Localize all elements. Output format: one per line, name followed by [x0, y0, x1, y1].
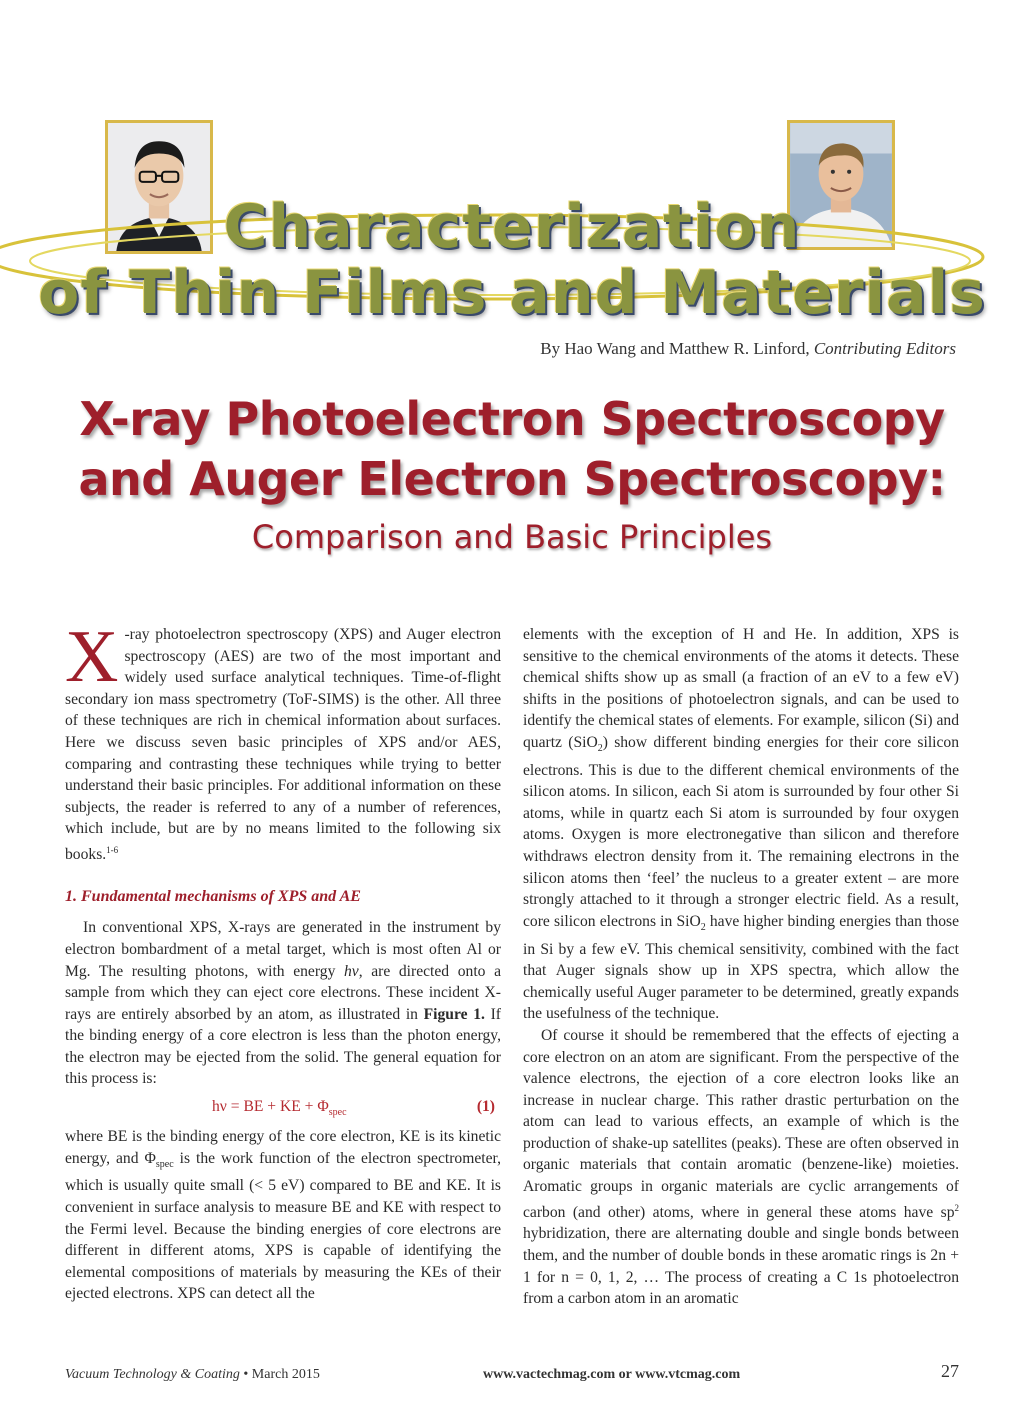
paragraph-text: ) show different binding energies for their core silicon electrons. This is due to the different chemical environments of the silicon atoms. In silicon, each Si atom is surrounded by four other Si atoms, while in quartz each Si atom is surrounded by four oxygen atoms. Oxygen is more electronegative than silicon and therefore withdraws electron density from it. The remaining electrons in the silicon atoms then ‘feel’ the nucleus to a greater extent – are more strongly attached to it through a stronger electric field. As a result, core silicon electrons in SiO	[523, 733, 959, 930]
paragraph-text: elements with the exception of H and He. In addition, XPS is sensitive to the chemical environments of the atoms it detects. These chemical shifts show up as small (a fraction of an eV to a few eV) shifts in the positions of photoelectron signals, and can be used to identify the chemical states of elements. For example, silicon (Si) and quartz (SiO	[523, 626, 959, 751]
paragraph-text: , are directed onto a sample from which they can eject core electrons. These incident X-rays are entirely absorbed by an atom, as illustrated in	[65, 962, 501, 1023]
page-footer	[65, 1361, 959, 1389]
equation-expression: hν = BE + KE + $\Phi_{spec}$	[212, 1098, 347, 1119]
paragraph-text: hybridization, there are alternating double and single bonds between them, and the number of double bonds in these aromatic rings is 2n + 1 for n = 0, 1, 2, … The process of creating a C 1s photoelectron from a carbon atom in an aromatic	[523, 1225, 959, 1308]
paragraph-text: is the work function of the electron spectrometer, which is usually quite small (< 5 eV) compared to BE and KE. It is convenient in surface analysis to measure BE and KE with respect to the Fermi level. Because the binding energies of core electrons are different in different atoms, XPS is capable of identifying the elemental compositions of materials by measuring the KEs of their ejected electrons. XPS can detect all the	[65, 1149, 501, 1303]
issue-date: • March 2015	[239, 1367, 320, 1382]
byline-authors: By Hao Wang and Matthew R. Linford,	[540, 339, 810, 358]
paragraph-text: where BE is the binding energy of the core electron, KE is its kinetic energy, and Φ	[65, 1128, 501, 1167]
byline-role: Contributing Editors	[813, 339, 956, 358]
paragraph-intro-text: -ray photoelectron spectroscopy (XPS) and Auger electron spectroscopy (AES) are two of the most important and widely used surface analytical techniques. Time-of-flight secondary ion mass spectrometry (ToF-SIMS) is the other. All three of these techniques are rich in chemical information about surfaces. Here we discuss seven basic principles of XPS and/or AES, comparing and contrasting these techniques while trying to better understand their basic principles. For additional information on these subjects, the reader is referred to any of a number of references, which include, but are by no means limited to the following six books.	[65, 626, 501, 864]
masthead-title-line2: of Thin Films and Materials	[38, 258, 986, 328]
paragraph-text: If the binding energy of a core electron is less than the photon energy, the electron may be ejected from the solid. The general equation for this process is:	[65, 1005, 501, 1088]
article-subtitle: Comparison and Basic Principles	[251, 518, 773, 556]
paragraph-chemical-shift: elements with the exception of H and He. In addition, XPS is sensitive to the chemical environments of the atoms it detects. These chemical shifts show up as small (a fraction of an eV to a few eV) shifts in the positions of photoelectron signals, and can be used to identify the chemical states of elements. For example, silicon (Si) and quartz (SiO$_2$) show different binding energies for their core silicon electrons. This is due to the different chemical environments of the silicon atoms. In silicon, each Si atom is surrounded by four other Si atoms, while in quartz each Si atom is surrounded by four oxygen atoms. Oxygen is more electronegative than silicon and therefore withdraws electron density from it. The remaining electrons in the silicon atoms then ‘feel’ the nucleus to a greater extent – are more strongly attached to it through a stronger electric field. As a result, core silicon electrons in SiO$_2$ have higher binding energies than those in Si by a few eV. This chemical sensitivity, combined with the fact that Auger signals show up in XPS spectra, which allow the chemically useful Auger parameter to be determined, greatly expands the usefulness of the technique.	[523, 626, 960, 1023]
paragraph-text: Of course it should be remembered that the effects of ejecting a core electron on an atom are significant. From the perspective of the valence electrons, the ejection of a core electron looks like an increase in nuclear charge. This rather drastic perturbation on the atom can lead to various effects, an example of which is the production of shake-up satellites (peaks). These are often observed in organic materials that contain aromatic (benzene-like) moieties. Aromatic groups in organic materials are cyclic arrangements of carbon (and other) atoms, where in general these atoms have sp	[523, 1026, 959, 1221]
body-column-left	[65, 616, 501, 1305]
figure-reference: Figure 1.	[423, 1005, 485, 1023]
paragraph-text: In conventional XPS, X-rays are generated in the instrument by electron bombardment of a metal target, which is most often Al or Mg. The resulting photons, with energy	[65, 919, 501, 980]
article-title-line1: X-ray Photoelectron Spectroscopy	[79, 392, 945, 446]
reference-marker: 1-6	[106, 844, 119, 855]
section-heading: 1. Fundamental mechanisms of XPS and AE	[65, 887, 361, 905]
byline	[540, 339, 956, 359]
photon-energy-symbol: hv	[343, 962, 359, 980]
article-title-line2: and Auger Electron Spectroscopy:	[78, 452, 946, 506]
masthead-title-line1: Characterization	[223, 192, 801, 262]
paragraph-binding-energy: where BE is the binding energy of the core electron, KE is its kinetic energy, and $\Phi_{spec}$ is the work function of the electron spectrometer, which is usually quite small (< 5 eV) compared to BE and KE. It is convenient in surface analysis to measure BE and KE with respect to the Fermi level. Because the binding energies of core electrons are different in different atoms, XPS is capable of identifying the elemental compositions of materials by measuring the KEs of their ejected electrons. XPS can detect all the	[65, 1128, 501, 1303]
paragraph-core-ejection: Of course it should be remembered that the effects of ejecting a core electron on an atom are significant. From the perspective of the valence electrons, the ejection of a core electron looks like an increase in nuclear charge. This rather drastic perturbation on the atom can lead to various effects, an example of which is the production of shake-up satellites (peaks). These are often observed in organic materials that contain aromatic (benzene-like) moieties. Aromatic groups in organic materials are cyclic arrangements of carbon (and other) atoms, where in general these atoms have $sp^2$ hybridization, there are alternating double and single bonds between them, and the number of double bonds in these aromatic rings is 2n + 1 for n = 0, 1, 2, … The process of creating a C 1s photoelectron from a carbon atom in an aromatic	[523, 1026, 959, 1308]
paragraph-intro	[65, 616, 501, 866]
paragraph-xps-mechanism	[65, 917, 501, 1090]
magazine-name: Vacuum Technology & Coating	[65, 1367, 240, 1382]
body-column-right	[523, 624, 959, 1310]
footer-urls[interactable]: www.vactechmag.com or www.vtcmag.com	[483, 1367, 741, 1382]
drop-cap: X	[65, 616, 119, 698]
page-number: 27	[941, 1361, 959, 1381]
equation-number: (1)	[476, 1098, 495, 1116]
paragraph-text: have higher binding energies than those in Si by a few eV. This chemical sensitivity, combined with the fact that Auger signals show up in XPS spectra, which allow the chemically useful Auger parameter to be determined, greatly expands the usefulness of the technique.	[523, 912, 960, 1023]
footer-publication	[65, 1367, 320, 1383]
equation-1	[65, 1092, 501, 1124]
masthead	[0, 110, 1024, 330]
